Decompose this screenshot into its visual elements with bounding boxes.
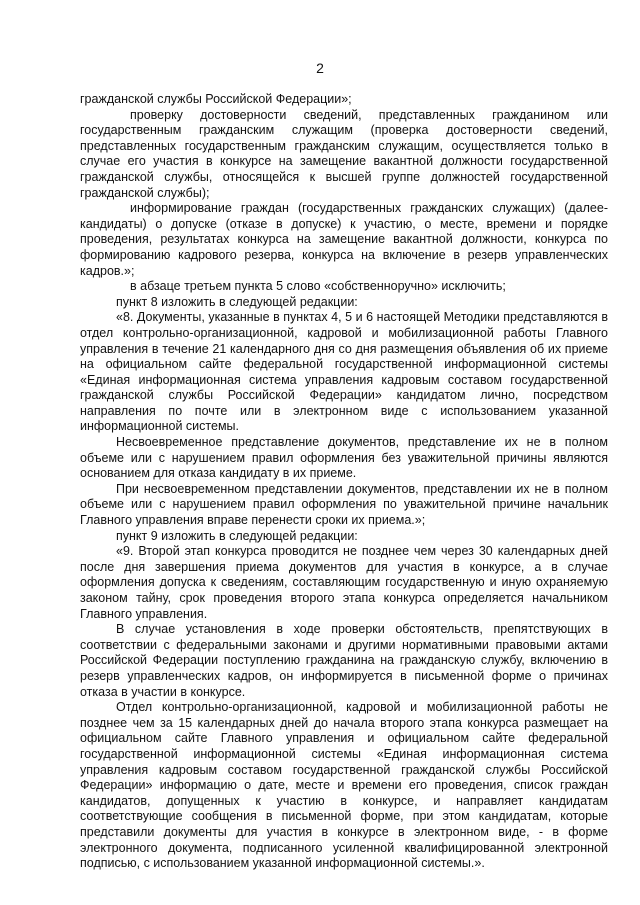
paragraph-12: Отдел контрольно-организационной, кадровой и мобилизационной работы не позднее чем за 15 календарных дней до начала второго этапа конкурса размещает на официальном сайте Главного управления и официальном сайте федеральной государственной информационной системы «Единая информационная система управления кадровым составом государственной гражданской службы Российской Федерации» информацию о дате, месте и времени его проведения, список граждан кандидатов, допущенных к участию в конкурсе, и направляет кандидатам соответствующие сообщения в письменной форме, при этом кандидатам, которые представили документы для участия в конкурсе в электронном виде, - в форме электронного документа, подписанного усиленной квалифицированной электронной подписью, с использованием указанной информационной системы.». bbox=[80, 700, 608, 871]
paragraph-4: в абзаце третьем пункта 5 слово «собственноручно» исключить; bbox=[130, 279, 506, 294]
paragraph-8: При несвоевременном представлении документов, представлении их не в полном объеме или с нарушением правил оформления по уважительной причине начальник Главного управления вправе перенести сроки их приема.»; bbox=[80, 481, 608, 528]
paragraph-9: пункт 9 изложить в следующей редакции: bbox=[116, 528, 358, 543]
paragraph-2: проверку достоверности сведений, представленных гражданином или государственным гражданским служащим (проверка достоверности сведений, представленных государственным гражданским служащим, осуществляется только в случае его участия в конкурсе на замещение вакантной должности государственной гражданской службы, относящейся к высшей группе должностей государственной гражданской службы); bbox=[80, 107, 608, 200]
paragraph-1: гражданской службы Российской Федерации»; bbox=[80, 92, 352, 106]
paragraph-7: Несвоевременное представление документов, представление их не в полном объеме или с нарушением правил оформления без уважительной причины являются основанием для отказа кандидату в их приеме. bbox=[80, 435, 608, 481]
paragraph-3: информирование граждан (государственных гражданских служащих) (далее-кандидаты) о допуске (отказе в допуске) к участию, о месте, времени и порядке проведения, результатах конкурса на замещение вакантной должности, конкурса по формированию кадрового резерва, конкурса на включение в резерв управленческих кадров.»; bbox=[80, 201, 608, 278]
paragraph-6: «8. Документы, указанные в пунктах 4, 5 и 6 настоящей Методики представляются в отдел контрольно-организационной, кадровой и мобилизационной работы Главного управления в течение 21 календарного дня со дня размещения объявления об их приеме на официальном сайте федеральной государственной информационной системы «Единая информационная система управления кадровым составом государственной гражданской службы Российской Федерации» кандидатом лично, посредством направления по почте или в электронном виде с использованием указанной информационной системы. bbox=[80, 310, 608, 434]
document-body bbox=[80, 92, 608, 872]
page-number: 2 bbox=[316, 60, 324, 76]
paragraph-10: «9. Второй этап конкурса проводится не позднее чем через 30 календарных дней после дня завершения приема документов для участия в конкурсе, а в случае оформления допуска к сведениям, составляющим государственную и иную охраняемую законом тайну, срок проведения второго этапа конкурса определяется начальником Главного управления. bbox=[80, 544, 608, 621]
paragraph-5: пункт 8 изложить в следующей редакции: bbox=[116, 294, 358, 309]
paragraph-11: В случае установления в ходе проверки обстоятельств, препятствующих в соответствии с федеральными законами и другими нормативными правовыми актами Российской Федерации поступлению гражданина на гражданскую службу, включению в резерв управленческих кадров, он информируется в письменной форме о причинах отказа в участии в конкурсе. bbox=[80, 622, 608, 699]
